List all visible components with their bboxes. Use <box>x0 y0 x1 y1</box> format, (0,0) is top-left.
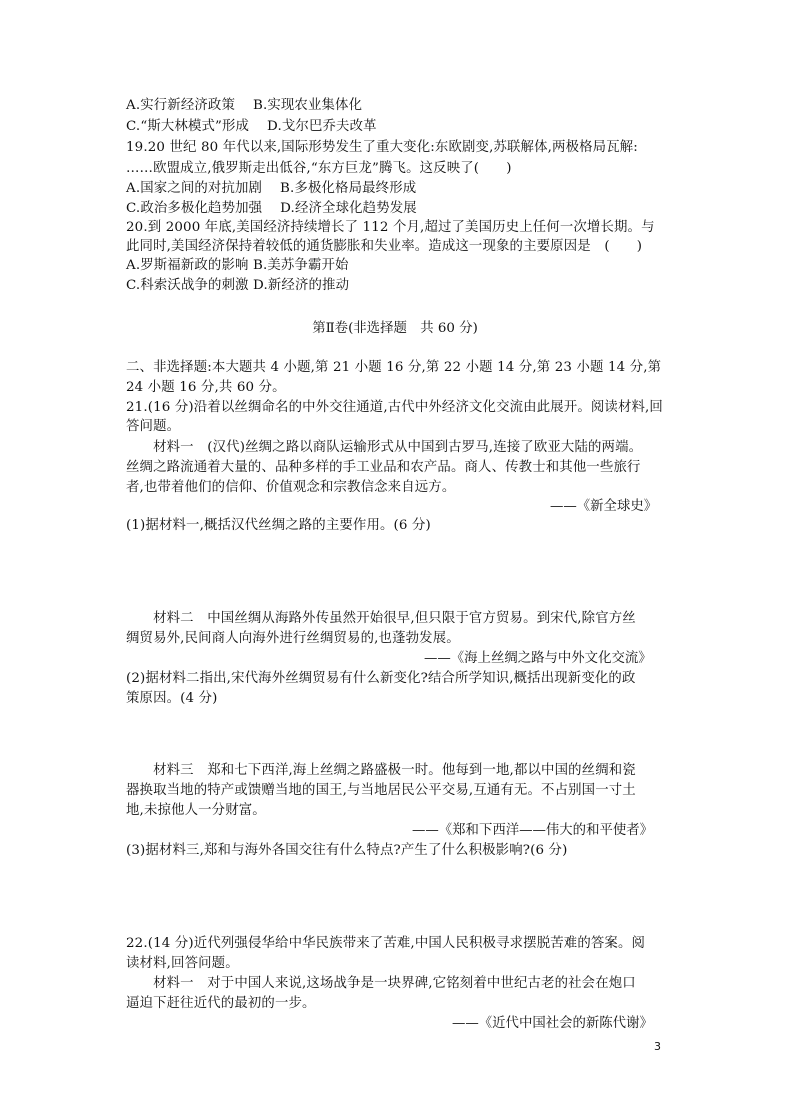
q19-stem-line1: 19.20 世纪 80 年代以来,国际形势发生了重大变化:东欧剧变,苏联解体,两极格局瓦解: <box>126 140 638 155</box>
q22-material1-line1: 材料一 对于中国人来说,这场战争是一块界碑,它铭刻着中世纪古老的社会在炮口 <box>126 976 636 991</box>
q19-stem-line2: ……欧盟成立,俄罗斯走出低谷,“东方巨龙”腾飞。这反映了( ) <box>126 161 512 176</box>
material2-line2: 绸贸易外,民间商人向海外进行丝绸贸易的,也蓬勃发展。 <box>126 631 460 646</box>
q20-stem-line2: 此同时,美国经济保持着较低的通货膨胀和失业率。造成这一现象的主要原因是 ( ) <box>126 239 643 254</box>
q19-option-cd: C.政治多极化趋势加强 D.经济全球化趋势发展 <box>126 201 417 216</box>
material1-line2: 丝绸之路流通着大量的、品种多样的手工业品和农产品。商人、传教士和其他一些旅行 <box>126 460 641 475</box>
q22-material1-line2: 逼迫下赶往近代的最初的一步。 <box>126 996 316 1011</box>
material2-line1: 材料二 中国丝绸从海路外传虽然开始很早,但只限于官方贸易。到宋代,除官方丝 <box>126 611 636 626</box>
q18-option-cd: C.“斯大林模式”形成 D.戈尔巴乔夫改革 <box>126 119 377 134</box>
material1-line3: 者,也带着他们的信仰、价值观念和宗教信念来自远方。 <box>126 480 456 495</box>
material3-line1: 材料三 郑和七下西洋,海上丝绸之路盛极一时。他每到一地,都以中国的丝绸和瓷 <box>126 763 636 778</box>
q21-stem-line2: 答问题。 <box>126 419 181 434</box>
q20-option-ab: A.罗斯福新政的影响 B.美苏争霸开始 <box>126 258 349 273</box>
material3-line3: 地,未掠他人一分财富。 <box>126 803 266 818</box>
section-title: 第Ⅱ卷(非选择题 共 60 分) <box>312 321 478 336</box>
q21-sub3: (3)据材料三,郑和与海外各国交往有什么特点?产生了什么积极影响?(6 分) <box>126 843 568 858</box>
part2-intro-line2: 24 小题 16 分,共 60 分。 <box>126 380 286 395</box>
q19-option-ab: A.国家之间的对抗加剧 B.多极化格局最终形成 <box>126 181 417 196</box>
q18-option-ab: A.实行新经济政策 B.实现农业集体化 <box>126 98 363 113</box>
source-3: ——《郑和下西洋——伟大的和平使者》 <box>412 823 654 838</box>
q22-stem-line1: 22.(14 分)近代列强侵华给中华民族带来了苦难,中国人民积极寻求摆脱苦难的答案。阅 <box>126 936 646 951</box>
source-2: ——《海上丝绸之路与中外文化交流》 <box>424 651 652 666</box>
q20-option-cd: C.科索沃战争的刺激 D.新经济的推动 <box>126 278 350 293</box>
page-number: 3 <box>654 1040 661 1053</box>
material1-line1: 材料一 (汉代)丝绸之路以商队运输形式从中国到古罗马,连接了欧亚大陆的两端。 <box>126 440 643 455</box>
material3-line2: 器换取当地的特产或馈赠当地的国王,与当地居民公平交易,互通有无。不占别国一寸土 <box>126 783 636 798</box>
q21-sub1: (1)据材料一,概括汉代丝绸之路的主要作用。(6 分) <box>126 518 431 533</box>
q21-stem-line1: 21.(16 分)沿着以丝绸命名的中外交往通道,古代中外经济文化交流由此展开。阅读材料,回 <box>126 400 663 415</box>
q21-sub2-line2: 策原因。(4 分) <box>126 691 218 706</box>
source-4: ——《近代中国社会的新陈代谢》 <box>452 1016 653 1031</box>
source-1: ——《新全球史》 <box>550 499 658 514</box>
q20-stem-line1: 20.到 2000 年底,美国经济持续增长了 112 个月,超过了美国历史上任何一次增长期。与 <box>126 220 655 235</box>
q22-stem-line2: 读材料,回答问题。 <box>126 956 239 971</box>
q21-sub2-line1: (2)据材料二指出,宋代海外丝绸贸易有什么新变化?结合所学知识,概括出现新变化的政 <box>126 671 636 686</box>
part2-intro-line1: 二、非选择题:本大题共 4 小题,第 21 小题 16 分,第 22 小题 14 分,第 23 小题 14 分,第 <box>126 360 662 375</box>
